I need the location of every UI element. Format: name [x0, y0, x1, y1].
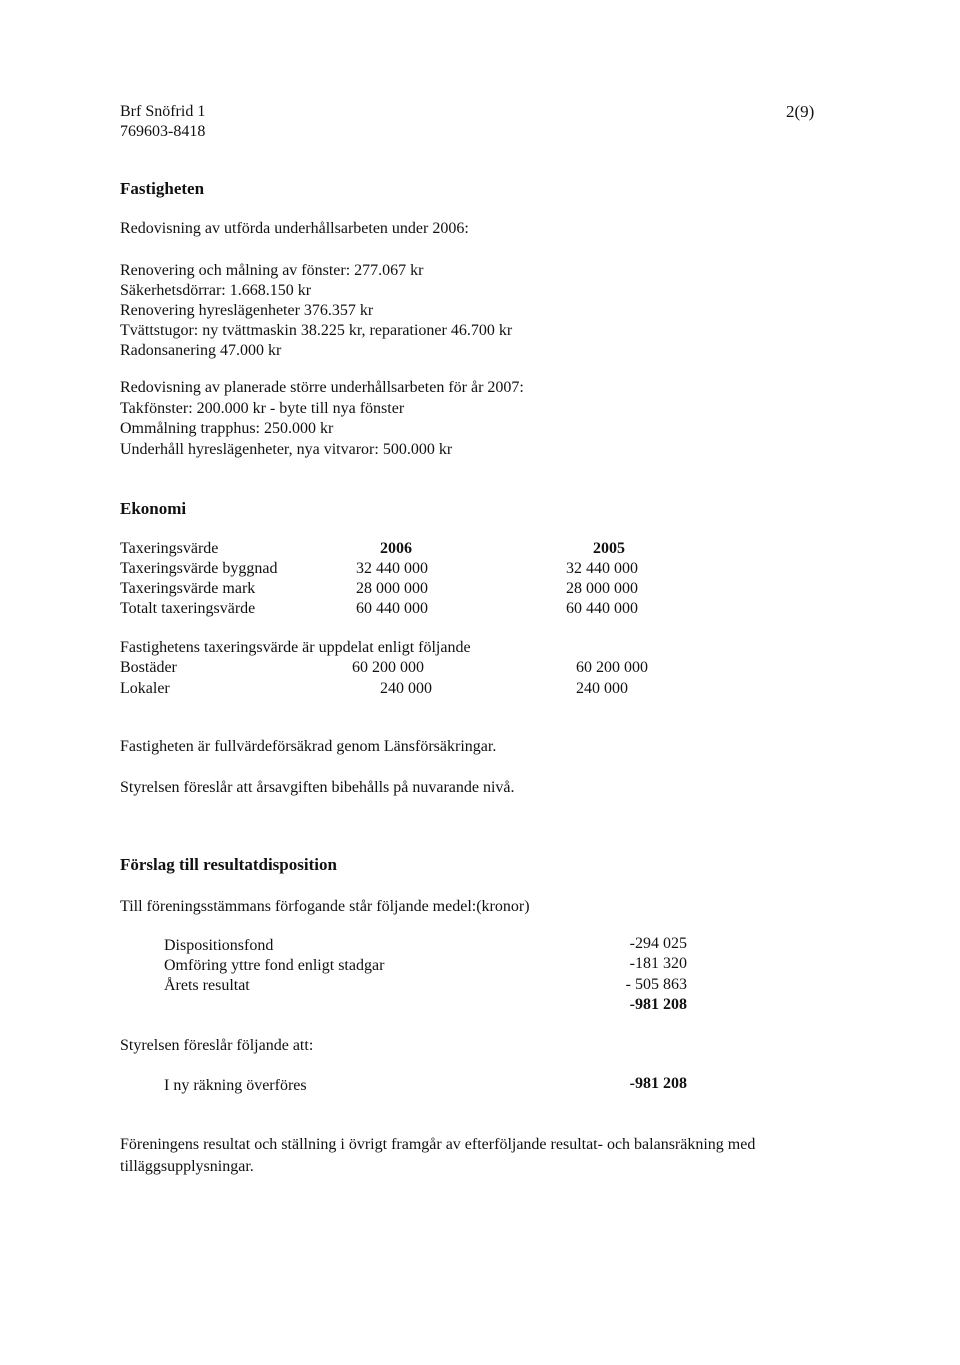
insurance-text: Fastigheten är fullvärdeförsäkrad genom Länsförsäkringar. [120, 738, 497, 755]
split-row-label: Lokaler [120, 680, 170, 697]
forslag-intro: Till föreningsstämmans förfogande står följande medel:(kronor) [120, 898, 530, 915]
disposition-value: - 505 863 [625, 976, 687, 993]
carry-forward-label: I ny räkning överföres [164, 1077, 307, 1094]
closing-text: tilläggsupplysningar. [120, 1158, 254, 1175]
page-number: 2(9) [786, 102, 815, 121]
table-row-2006: 60 440 000 [356, 600, 428, 617]
disposition-value: -181 320 [629, 955, 687, 972]
table-row-label: Taxeringsvärde byggnad [120, 560, 278, 577]
section-heading-fastigheten: Fastigheten [120, 179, 205, 198]
split-row-2006: 60 200 000 [352, 659, 424, 676]
disposition-sum: -981 208 [629, 996, 687, 1013]
fee-text: Styrelsen föreslår att årsavgiften bibehålls på nuvarande nivå. [120, 779, 515, 796]
split-row-label: Bostäder [120, 659, 177, 676]
org-number: 769603-8418 [120, 123, 206, 140]
done-item: Renovering och målning av fönster: 277.067 kr [120, 262, 424, 279]
done-item: Tvättstugor: ny tvättmaskin 38.225 kr, reparationer 46.700 kr [120, 322, 513, 339]
section-heading-forslag: Förslag till resultatdisposition [120, 855, 337, 874]
disposition-value: -294 025 [629, 935, 687, 952]
disposition-label: Årets resultat [164, 977, 250, 994]
section-heading-ekonomi: Ekonomi [120, 499, 187, 518]
table-row-label: Taxeringsvärde mark [120, 580, 256, 597]
table-row-2005: 60 440 000 [566, 600, 638, 617]
planned-intro: Redovisning av planerade större underhållsarbeten för år 2007: [120, 379, 524, 396]
table-row-2006: 28 000 000 [356, 580, 428, 597]
done-item: Säkerhetsdörrar: 1.668.150 kr [120, 282, 312, 299]
split-row-2005: 60 200 000 [576, 659, 648, 676]
split-row-2005: 240 000 [576, 680, 628, 697]
disposition-label: Omföring yttre fond enligt stadgar [164, 957, 385, 974]
table-row-2005: 28 000 000 [566, 580, 638, 597]
done-intro: Redovisning av utförda underhållsarbeten under 2006: [120, 220, 469, 237]
split-intro: Fastighetens taxeringsvärde är uppdelat enligt följande [120, 639, 471, 656]
proposal-intro: Styrelsen föreslår följande att: [120, 1037, 314, 1054]
table-row-2006: 32 440 000 [356, 560, 428, 577]
split-row-2006: 240 000 [380, 680, 432, 697]
planned-item: Ommålning trapphus: 250.000 kr [120, 420, 334, 437]
carry-forward-value: -981 208 [629, 1075, 687, 1092]
disposition-label: Dispositionsfond [164, 937, 274, 954]
closing-text: Föreningens resultat och ställning i övrigt framgår av efterföljande resultat- och balansräkning med [120, 1136, 756, 1153]
done-item: Renovering hyreslägenheter 376.357 kr [120, 302, 374, 319]
table-label-header: Taxeringsvärde [120, 540, 219, 557]
planned-item: Takfönster: 200.000 kr - byte till nya fönster [120, 400, 405, 417]
planned-item: Underhåll hyreslägenheter, nya vitvaror: 500.000 kr [120, 441, 453, 458]
table-row-2005: 32 440 000 [566, 560, 638, 577]
table-row-label: Totalt taxeringsvärde [120, 600, 256, 617]
table-col-2005: 2005 [593, 540, 625, 557]
done-item: Radonsanering 47.000 kr [120, 342, 282, 359]
table-col-2006: 2006 [380, 540, 412, 557]
org-name: Brf Snöfrid 1 [120, 103, 206, 120]
